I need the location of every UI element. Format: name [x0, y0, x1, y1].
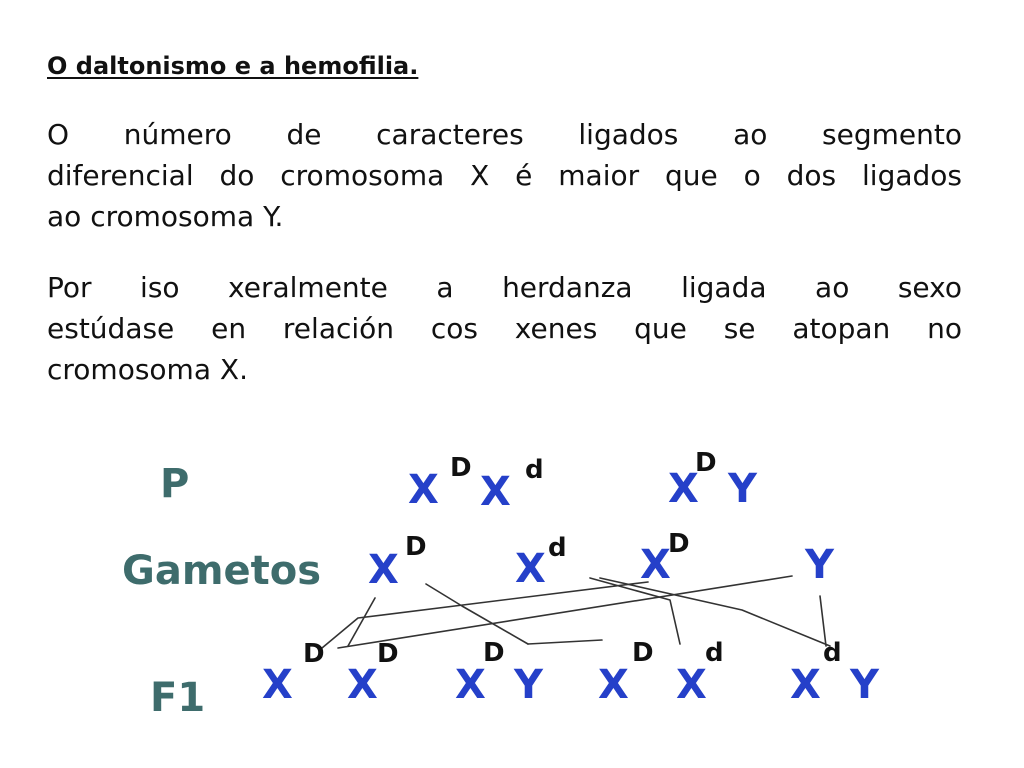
allele-superscript: D	[632, 638, 654, 668]
paragraph-line: Por iso xeralmente a herdanza ligada ao sexo	[47, 271, 962, 304]
cross-line	[426, 584, 528, 644]
allele: X	[262, 662, 293, 708]
cross-line	[528, 640, 602, 644]
allele-superscript: D	[405, 532, 427, 562]
allele-superscript: d	[525, 455, 544, 485]
allele-superscript: d	[823, 638, 842, 668]
row-label-f1: F1	[150, 675, 206, 721]
paragraph-line: O número de caracteres ligados ao segmento	[47, 118, 962, 151]
allele-superscript: D	[695, 448, 717, 478]
allele: X	[640, 542, 671, 588]
allele-superscript: D	[303, 639, 325, 669]
allele: Y	[805, 542, 834, 588]
allele: X	[676, 662, 707, 708]
allele-superscript: d	[548, 533, 567, 563]
allele-superscript: D	[450, 453, 472, 483]
row-label-gametes: Gametos	[122, 548, 322, 594]
paragraph-line: cromosoma X.	[47, 353, 248, 386]
paragraph-line: diferencial do cromosoma X é maior que o dos ligados	[47, 159, 962, 192]
allele: Y	[850, 662, 879, 708]
allele: X	[455, 662, 486, 708]
allele-superscript: d	[705, 638, 724, 668]
allele-superscript: D	[483, 638, 505, 668]
allele: X	[347, 662, 378, 708]
allele: Y	[728, 466, 757, 512]
allele-superscript: D	[377, 639, 399, 669]
row-label-parents: P	[160, 461, 190, 507]
allele: X	[790, 662, 821, 708]
allele: X	[480, 469, 511, 515]
allele: X	[408, 467, 439, 513]
allele: X	[368, 547, 399, 593]
paragraph-line: estúdase en relación cos xenes que se atopan no	[47, 312, 962, 345]
paragraph-line: ao cromosoma Y.	[47, 200, 284, 233]
slide-title: O daltonismo e a hemofilia.	[47, 52, 419, 80]
allele: Y	[514, 662, 543, 708]
allele: X	[515, 546, 546, 592]
allele-superscript: D	[668, 529, 690, 559]
allele: X	[598, 662, 629, 708]
allele: X	[668, 466, 699, 512]
